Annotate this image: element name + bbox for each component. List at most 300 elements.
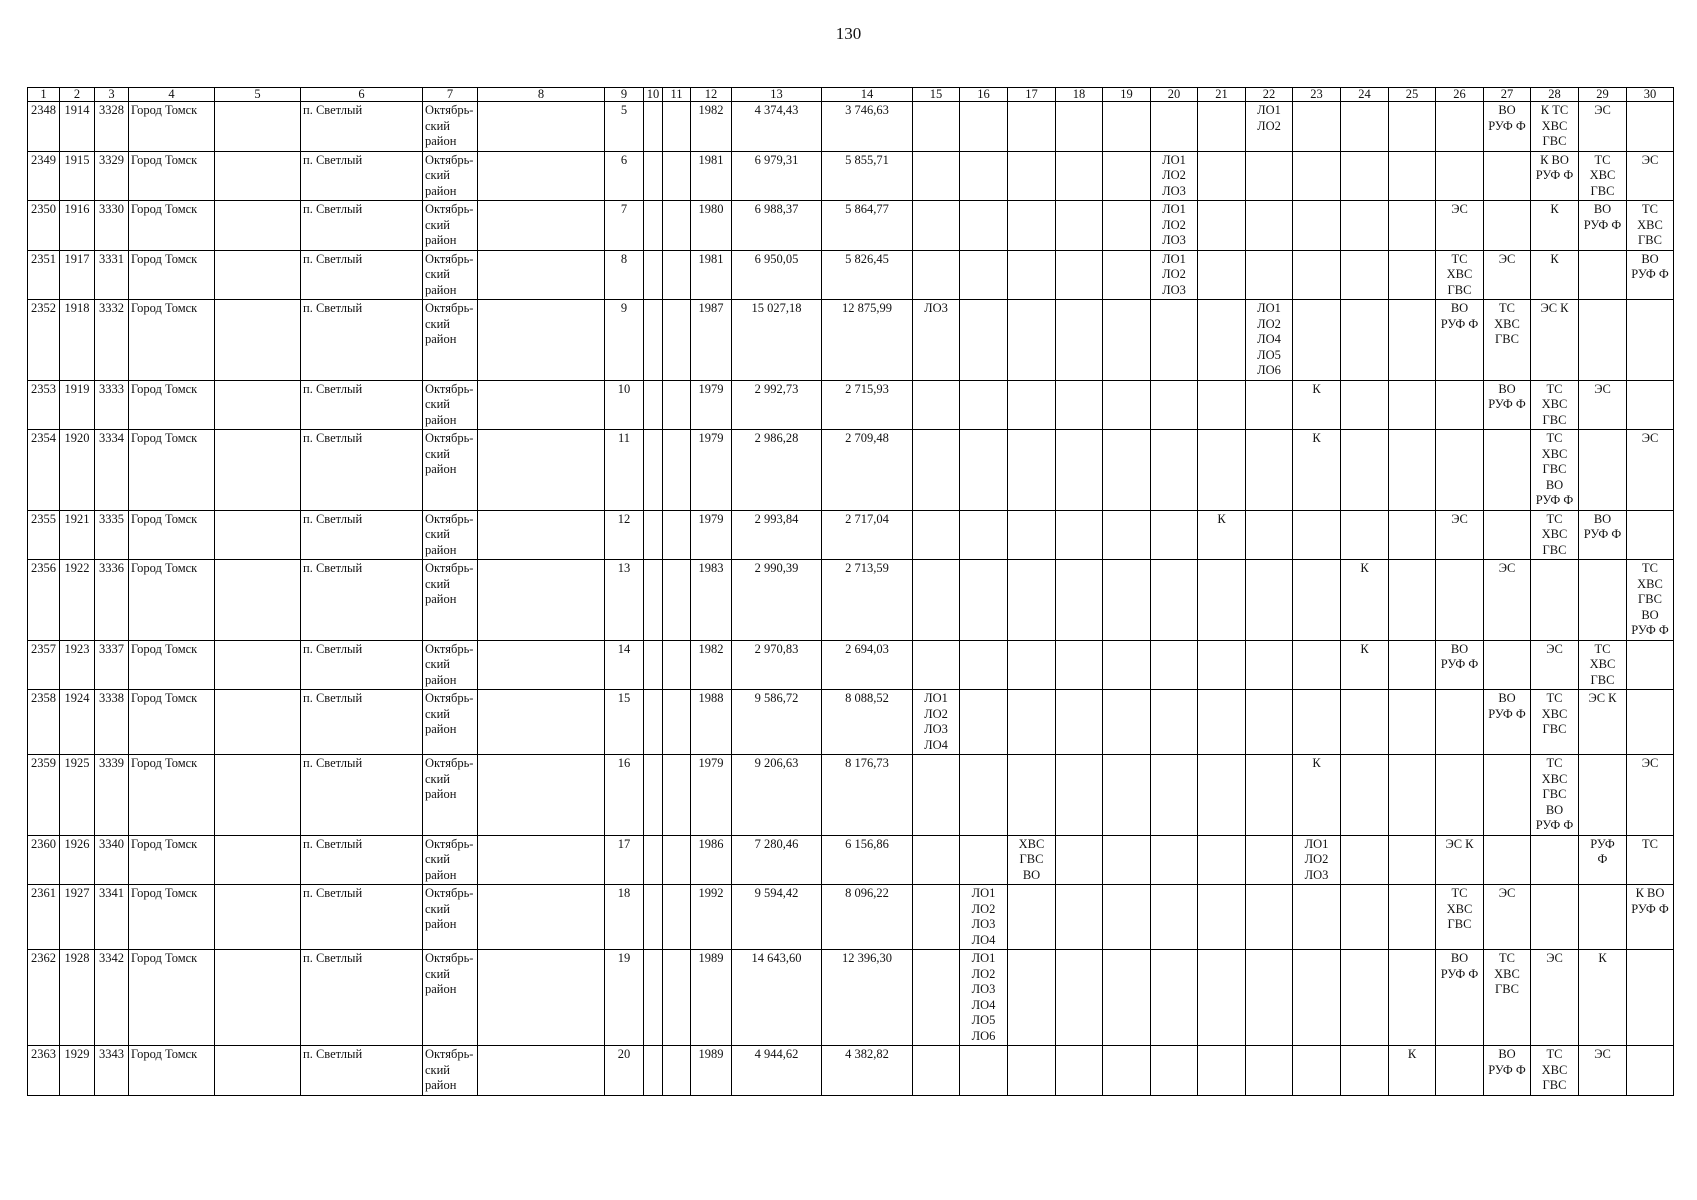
table-cell-col-14: 2 709,48 [822,430,913,511]
table-cell-col-13: 2 990,39 [732,560,822,641]
table-cell-col-2: 1928 [60,950,95,1046]
table-cell-col-13: 6 979,31 [732,151,822,201]
column-header-24: 24 [1341,88,1389,102]
table-cell-col-12: 1989 [691,1046,732,1096]
table-cell-col-3: 3330 [95,201,129,251]
table-cell-col-15 [913,430,960,511]
table-cell-col-24 [1341,885,1389,950]
table-cell-col-9: 17 [605,835,644,885]
table-cell-col-19 [1103,510,1151,560]
table-cell-col-8 [478,102,605,152]
table-cell-col-4: Город Томск [129,640,215,690]
table-cell-col-25 [1389,201,1436,251]
table-cell-col-11 [663,690,691,755]
table-cell-col-27: ВО РУФ Ф [1484,102,1531,152]
table-cell-col-11 [663,835,691,885]
table-cell-col-6: п. Светлый [301,300,423,381]
table-cell-col-4: Город Томск [129,560,215,641]
table-cell-col-9: 16 [605,755,644,836]
table-cell-col-23: К [1293,755,1341,836]
table-cell-col-13: 2 986,28 [732,430,822,511]
table-cell-col-15: ЛО3 [913,300,960,381]
table-cell-col-1: 2363 [28,1046,60,1096]
table-cell-col-14: 8 096,22 [822,885,913,950]
table-cell-col-26 [1436,102,1484,152]
table-cell-col-7: Октябрь- ский район [423,690,478,755]
table-cell-col-20 [1151,640,1198,690]
table-cell-col-19 [1103,300,1151,381]
table-cell-col-19 [1103,835,1151,885]
table-cell-col-30: ЭС [1627,151,1674,201]
table-cell-col-7: Октябрь- ский район [423,102,478,152]
column-header-10: 10 [644,88,663,102]
table-cell-col-26: ТС ХВС ГВС [1436,250,1484,300]
table-cell-col-20: ЛО1 ЛО2 ЛО3 [1151,201,1198,251]
table-cell-col-26: ВО РУФ Ф [1436,300,1484,381]
table-cell-col-27: ЭС [1484,250,1531,300]
table-cell-col-2: 1925 [60,755,95,836]
table-cell-col-20 [1151,102,1198,152]
table-cell-col-20 [1151,835,1198,885]
table-cell-col-3: 3328 [95,102,129,152]
table-cell-col-12: 1982 [691,640,732,690]
table-cell-col-21 [1198,640,1246,690]
table-cell-col-27: ЭС [1484,885,1531,950]
table-cell-col-17 [1008,1046,1056,1096]
table-cell-col-5 [215,560,301,641]
table-cell-col-22 [1246,560,1293,641]
table-cell-col-25 [1389,560,1436,641]
table-cell-col-2: 1924 [60,690,95,755]
table-cell-col-30 [1627,1046,1674,1096]
table-cell-col-29: К [1579,950,1627,1046]
table-cell-col-29 [1579,300,1627,381]
table-cell-col-3: 3333 [95,380,129,430]
table-cell-col-26: ТС ХВС ГВС [1436,885,1484,950]
table-cell-col-18 [1056,300,1103,381]
table-row [28,690,1674,755]
table-cell-col-1: 2362 [28,950,60,1046]
table-cell-col-25 [1389,380,1436,430]
table-cell-col-9: 12 [605,510,644,560]
table-cell-col-9: 18 [605,885,644,950]
table-cell-col-5 [215,835,301,885]
table-row [28,640,1674,690]
table-cell-col-7: Октябрь- ский район [423,1046,478,1096]
table-cell-col-16 [960,510,1008,560]
table-cell-col-10 [644,755,663,836]
table-cell-col-9: 15 [605,690,644,755]
table-cell-col-9: 20 [605,1046,644,1096]
table-cell-col-6: п. Светлый [301,950,423,1046]
table-cell-col-20 [1151,380,1198,430]
table-cell-col-14: 4 382,82 [822,1046,913,1096]
table-cell-col-14: 8 088,52 [822,690,913,755]
table-cell-col-21 [1198,250,1246,300]
table-cell-col-9: 13 [605,560,644,641]
table-cell-col-8 [478,560,605,641]
table-cell-col-22 [1246,885,1293,950]
table-cell-col-16 [960,151,1008,201]
table-cell-col-15 [913,1046,960,1096]
table-cell-col-22: ЛО1 ЛО2 ЛО4 ЛО5 ЛО6 [1246,300,1293,381]
table-cell-col-8 [478,640,605,690]
table-cell-col-22 [1246,250,1293,300]
table-cell-col-27: ТС ХВС ГВС [1484,300,1531,381]
table-cell-col-6: п. Светлый [301,560,423,641]
table-cell-col-26: ЭС К [1436,835,1484,885]
table-cell-col-27 [1484,151,1531,201]
table-cell-col-4: Город Томск [129,151,215,201]
table-cell-col-27 [1484,835,1531,885]
table-cell-col-15 [913,102,960,152]
table-row [28,250,1674,300]
table-row [28,300,1674,381]
table-cell-col-13: 15 027,18 [732,300,822,381]
table-cell-col-29: ЭС К [1579,690,1627,755]
table-cell-col-11 [663,885,691,950]
table-cell-col-19 [1103,1046,1151,1096]
table-row [28,885,1674,950]
table-cell-col-1: 2354 [28,430,60,511]
table-cell-col-5 [215,380,301,430]
table-cell-col-24 [1341,151,1389,201]
column-header-4: 4 [129,88,215,102]
table-cell-col-7: Октябрь- ский район [423,510,478,560]
table-cell-col-21 [1198,151,1246,201]
table-cell-col-8 [478,690,605,755]
table-body [28,102,1674,1096]
table-cell-col-16 [960,102,1008,152]
table-cell-col-28: ТС ХВС ГВС [1531,510,1579,560]
table-cell-col-22: ЛО1 ЛО2 [1246,102,1293,152]
table-cell-col-28: ЭС [1531,640,1579,690]
table-cell-col-21 [1198,835,1246,885]
table-cell-col-18 [1056,1046,1103,1096]
column-header-13: 13 [732,88,822,102]
table-cell-col-26 [1436,560,1484,641]
table-cell-col-17 [1008,430,1056,511]
table-cell-col-2: 1926 [60,835,95,885]
table-cell-col-13: 9 594,42 [732,885,822,950]
table-cell-col-11 [663,300,691,381]
table-cell-col-9: 6 [605,151,644,201]
table-cell-col-21 [1198,755,1246,836]
table-cell-col-9: 8 [605,250,644,300]
table-cell-col-4: Город Томск [129,250,215,300]
table-cell-col-11 [663,560,691,641]
table-cell-col-24: К [1341,560,1389,641]
table-cell-col-28: ТС ХВС ГВС [1531,690,1579,755]
table-cell-col-19 [1103,560,1151,641]
table-cell-col-27: ВО РУФ Ф [1484,690,1531,755]
table-cell-col-14: 6 156,86 [822,835,913,885]
table-cell-col-22 [1246,640,1293,690]
table-cell-col-15 [913,201,960,251]
table-cell-col-24 [1341,690,1389,755]
table-cell-col-16 [960,560,1008,641]
table-cell-col-22 [1246,201,1293,251]
table-cell-col-6: п. Светлый [301,755,423,836]
table-cell-col-24: К [1341,640,1389,690]
table-cell-col-22 [1246,690,1293,755]
table-cell-col-3: 3329 [95,151,129,201]
table-cell-col-21: К [1198,510,1246,560]
table-cell-col-23 [1293,250,1341,300]
table-cell-col-6: п. Светлый [301,835,423,885]
table-cell-col-22 [1246,510,1293,560]
table-cell-col-12: 1992 [691,885,732,950]
column-header-8: 8 [478,88,605,102]
table-cell-col-15: ЛО1 ЛО2 ЛО3 ЛО4 [913,690,960,755]
column-header-12: 12 [691,88,732,102]
table-cell-col-20 [1151,510,1198,560]
table-cell-col-25 [1389,950,1436,1046]
column-header-19: 19 [1103,88,1151,102]
table-row [28,102,1674,152]
table-cell-col-17 [1008,640,1056,690]
table-cell-col-15 [913,640,960,690]
table-cell-col-4: Город Томск [129,835,215,885]
table-cell-col-29 [1579,755,1627,836]
table-cell-col-8 [478,510,605,560]
table-cell-col-6: п. Светлый [301,151,423,201]
table-cell-col-6: п. Светлый [301,102,423,152]
table-cell-col-30: ЭС [1627,755,1674,836]
table-cell-col-12: 1986 [691,835,732,885]
table-cell-col-6: п. Светлый [301,430,423,511]
table-cell-col-15 [913,510,960,560]
table-cell-col-1: 2351 [28,250,60,300]
column-header-11: 11 [663,88,691,102]
table-cell-col-1: 2352 [28,300,60,381]
table-cell-col-10 [644,250,663,300]
table-cell-col-10 [644,560,663,641]
table-cell-col-16 [960,201,1008,251]
table-cell-col-30 [1627,380,1674,430]
table-cell-col-12: 1989 [691,950,732,1046]
table-cell-col-16 [960,430,1008,511]
table-cell-col-17 [1008,690,1056,755]
table-cell-col-5 [215,640,301,690]
table-cell-col-17 [1008,510,1056,560]
table-cell-col-26 [1436,151,1484,201]
table-cell-col-26: ВО РУФ Ф [1436,950,1484,1046]
table-cell-col-18 [1056,380,1103,430]
table-cell-col-24 [1341,755,1389,836]
table-row [28,835,1674,885]
table-cell-col-8 [478,250,605,300]
table-cell-col-14: 3 746,63 [822,102,913,152]
table-cell-col-9: 10 [605,380,644,430]
table-cell-col-16 [960,250,1008,300]
column-header-25: 25 [1389,88,1436,102]
table-cell-col-12: 1987 [691,300,732,381]
table-cell-col-19 [1103,151,1151,201]
table-cell-col-13: 2 992,73 [732,380,822,430]
table-cell-col-25 [1389,151,1436,201]
table-cell-col-15 [913,250,960,300]
table-cell-col-19 [1103,201,1151,251]
table-cell-col-23 [1293,640,1341,690]
table-cell-col-7: Октябрь- ский район [423,950,478,1046]
table-cell-col-30 [1627,102,1674,152]
table-cell-col-9: 9 [605,300,644,381]
table-cell-col-27 [1484,755,1531,836]
table-cell-col-10 [644,690,663,755]
table-cell-col-7: Октябрь- ский район [423,250,478,300]
table-cell-col-17 [1008,755,1056,836]
table-cell-col-23: К [1293,430,1341,511]
table-cell-col-25: К [1389,1046,1436,1096]
table-cell-col-2: 1917 [60,250,95,300]
table-cell-col-25 [1389,250,1436,300]
table-cell-col-14: 2 713,59 [822,560,913,641]
table-cell-col-18 [1056,250,1103,300]
table-cell-col-8 [478,885,605,950]
table-cell-col-9: 11 [605,430,644,511]
table-cell-col-16 [960,835,1008,885]
table-cell-col-6: п. Светлый [301,885,423,950]
table-cell-col-3: 3340 [95,835,129,885]
column-header-14: 14 [822,88,913,102]
column-header-5: 5 [215,88,301,102]
table-cell-col-17 [1008,250,1056,300]
column-header-29: 29 [1579,88,1627,102]
table-cell-col-21 [1198,560,1246,641]
table-cell-col-13: 2 970,83 [732,640,822,690]
table-cell-col-20: ЛО1 ЛО2 ЛО3 [1151,250,1198,300]
table-cell-col-18 [1056,885,1103,950]
table-cell-col-26: ЭС [1436,510,1484,560]
table-cell-col-23 [1293,510,1341,560]
table-cell-col-5 [215,885,301,950]
table-cell-col-1: 2349 [28,151,60,201]
table-cell-col-13: 4 944,62 [732,1046,822,1096]
table-cell-col-8 [478,835,605,885]
column-header-15: 15 [913,88,960,102]
column-header-9: 9 [605,88,644,102]
table-cell-col-26 [1436,755,1484,836]
table-cell-col-2: 1922 [60,560,95,641]
table-cell-col-5 [215,1046,301,1096]
table-cell-col-3: 3342 [95,950,129,1046]
table-cell-col-6: п. Светлый [301,201,423,251]
column-header-27: 27 [1484,88,1531,102]
table-cell-col-12: 1982 [691,102,732,152]
table-cell-col-30 [1627,640,1674,690]
table-cell-col-23 [1293,1046,1341,1096]
table-cell-col-5 [215,430,301,511]
table-cell-col-5 [215,950,301,1046]
column-header-23: 23 [1293,88,1341,102]
table-cell-col-21 [1198,102,1246,152]
table-cell-col-18 [1056,201,1103,251]
table-cell-col-13: 14 643,60 [732,950,822,1046]
table-cell-col-22 [1246,950,1293,1046]
table-cell-col-30 [1627,300,1674,381]
table-cell-col-30: ЭС [1627,430,1674,511]
table-cell-col-23 [1293,690,1341,755]
table-cell-col-16: ЛО1 ЛО2 ЛО3 ЛО4 [960,885,1008,950]
table-cell-col-25 [1389,640,1436,690]
table-cell-col-24 [1341,380,1389,430]
table-cell-col-26 [1436,430,1484,511]
table-cell-col-5 [215,755,301,836]
table-cell-col-27: ТС ХВС ГВС [1484,950,1531,1046]
table-cell-col-26: ЭС [1436,201,1484,251]
table-cell-col-18 [1056,102,1103,152]
table-cell-col-16: ЛО1 ЛО2 ЛО3 ЛО4 ЛО5 ЛО6 [960,950,1008,1046]
table-cell-col-17 [1008,560,1056,641]
table-cell-col-4: Город Томск [129,755,215,836]
table-cell-col-14: 5 855,71 [822,151,913,201]
table-cell-col-7: Октябрь- ский район [423,640,478,690]
table-cell-col-15 [913,755,960,836]
table-cell-col-25 [1389,102,1436,152]
table-cell-col-29: ТС ХВС ГВС [1579,640,1627,690]
table-cell-col-29: ВО РУФ Ф [1579,510,1627,560]
table-cell-col-11 [663,950,691,1046]
table-cell-col-3: 3336 [95,560,129,641]
table-cell-col-3: 3343 [95,1046,129,1096]
table-cell-col-24 [1341,950,1389,1046]
table-cell-col-2: 1929 [60,1046,95,1096]
table-cell-col-18 [1056,755,1103,836]
table-cell-col-28: К ВО РУФ Ф [1531,151,1579,201]
table-cell-col-11 [663,755,691,836]
table-cell-col-17: ХВС ГВС ВО [1008,835,1056,885]
table-cell-col-15 [913,380,960,430]
table-cell-col-7: Октябрь- ский район [423,300,478,381]
table-cell-col-11 [663,510,691,560]
table-cell-col-28: ТС ХВС ГВС ВО РУФ Ф [1531,430,1579,511]
table-cell-col-27: ЭС [1484,560,1531,641]
table-cell-col-21 [1198,885,1246,950]
table-cell-col-13: 6 950,05 [732,250,822,300]
table-cell-col-21 [1198,430,1246,511]
table-cell-col-8 [478,151,605,201]
table-cell-col-30: ВО РУФ Ф [1627,250,1674,300]
table-cell-col-17 [1008,300,1056,381]
table-cell-col-13: 7 280,46 [732,835,822,885]
table-cell-col-27: ВО РУФ Ф [1484,1046,1531,1096]
table-cell-col-23 [1293,300,1341,381]
column-header-21: 21 [1198,88,1246,102]
table-cell-col-18 [1056,640,1103,690]
table-cell-col-25 [1389,430,1436,511]
table-cell-col-6: п. Светлый [301,690,423,755]
table-cell-col-28: ЭС К [1531,300,1579,381]
table-cell-col-3: 3332 [95,300,129,381]
table-cell-col-7: Октябрь- ский район [423,201,478,251]
table-cell-col-5 [215,201,301,251]
table-cell-col-18 [1056,690,1103,755]
table-cell-col-18 [1056,835,1103,885]
table-cell-col-25 [1389,300,1436,381]
table-cell-col-20 [1151,430,1198,511]
table-cell-col-25 [1389,690,1436,755]
table-cell-col-11 [663,1046,691,1096]
table-cell-col-8 [478,201,605,251]
table-cell-col-27 [1484,430,1531,511]
table-cell-col-24 [1341,102,1389,152]
table-row [28,201,1674,251]
table-cell-col-16 [960,1046,1008,1096]
table-cell-col-29 [1579,560,1627,641]
table-cell-col-24 [1341,835,1389,885]
table-cell-col-13: 9 586,72 [732,690,822,755]
